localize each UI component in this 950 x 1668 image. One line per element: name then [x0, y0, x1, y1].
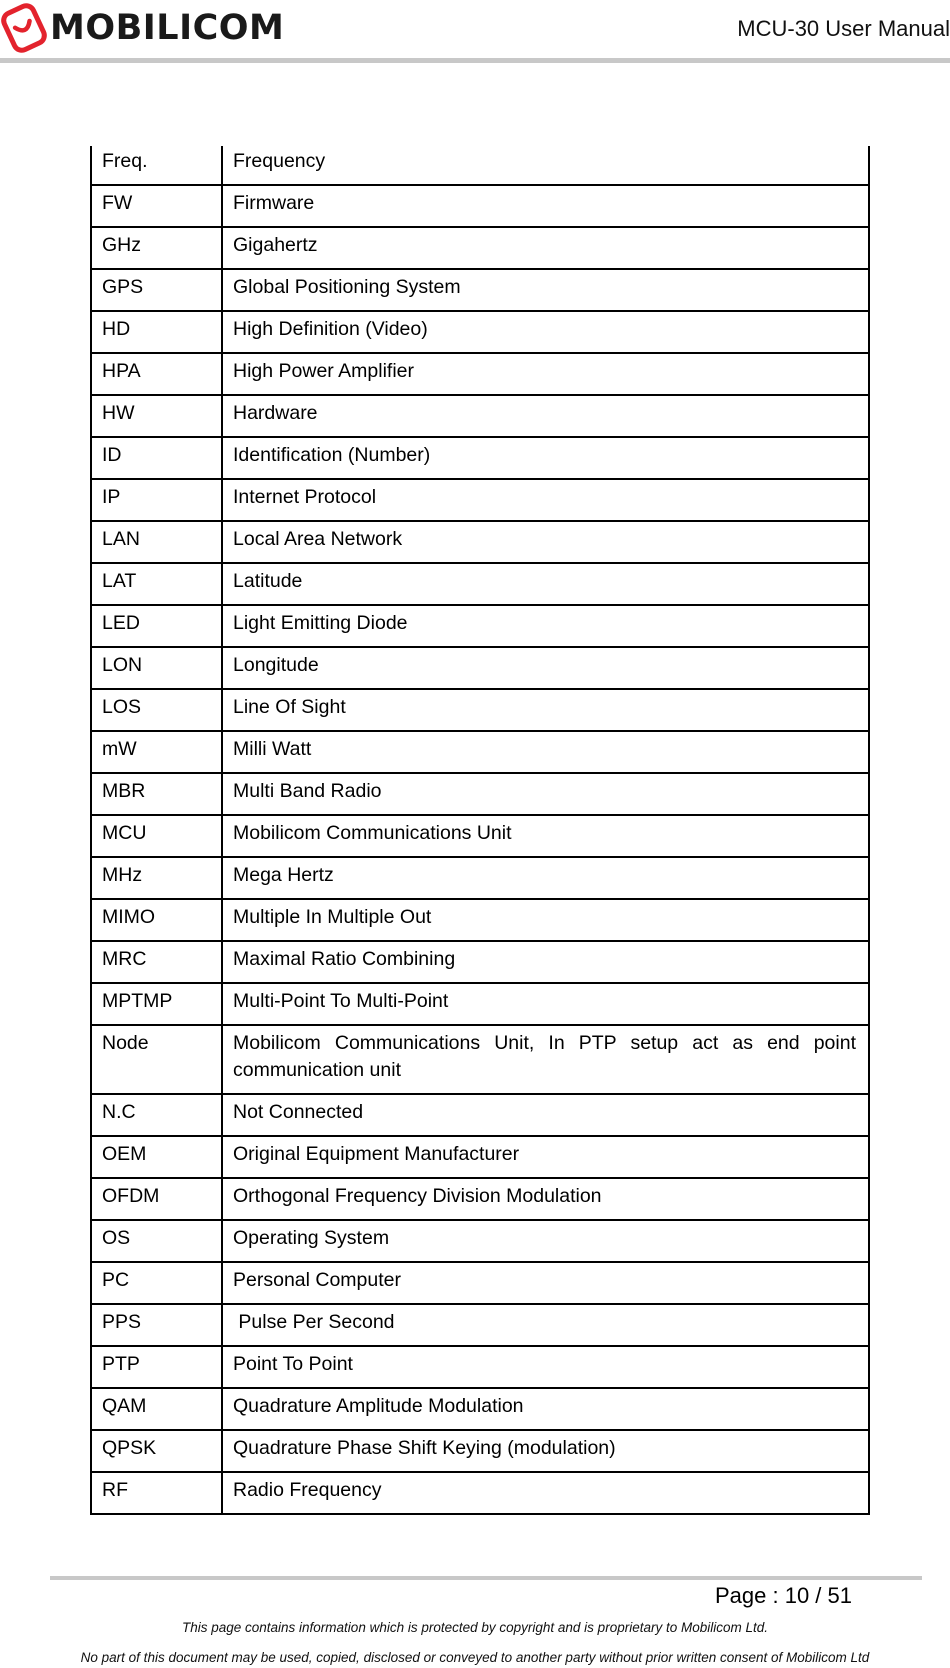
- definition-cell: Radio Frequency: [222, 1472, 869, 1514]
- table-row: [91, 1094, 869, 1136]
- table-row: [91, 1472, 869, 1514]
- table-row: [91, 983, 869, 1025]
- definition-cell: Quadrature Amplitude Modulation: [222, 1388, 869, 1430]
- definition-cell: Mobilicom Communications Unit, In PTP setup act as end point communication unit: [222, 1025, 869, 1094]
- table-row: [91, 857, 869, 899]
- mobilicom-logo: [0, 0, 290, 56]
- abbreviation-cell: QAM: [91, 1388, 222, 1430]
- table-row: [91, 395, 869, 437]
- header-divider: [0, 58, 950, 63]
- abbreviation-cell: MHz: [91, 857, 222, 899]
- abbreviation-cell: MRC: [91, 941, 222, 983]
- table-row: [91, 731, 869, 773]
- abbreviation-cell: LAN: [91, 521, 222, 563]
- abbreviation-cell: LAT: [91, 563, 222, 605]
- abbreviation-cell: GPS: [91, 269, 222, 311]
- table-row: [91, 146, 869, 185]
- definition-cell: High Power Amplifier: [222, 353, 869, 395]
- definition-cell: Operating System: [222, 1220, 869, 1262]
- definition-cell: Quadrature Phase Shift Keying (modulation): [222, 1430, 869, 1472]
- definition-cell: Internet Protocol: [222, 479, 869, 521]
- table-row: [91, 227, 869, 269]
- footer-divider: [50, 1576, 922, 1580]
- definition-cell: Gigahertz: [222, 227, 869, 269]
- abbreviations-table-body: [91, 146, 869, 1514]
- logo-text: MOBILICOM: [50, 8, 285, 48]
- definition-cell: Multi Band Radio: [222, 773, 869, 815]
- definition-cell: Light Emitting Diode: [222, 605, 869, 647]
- abbreviation-cell: RF: [91, 1472, 222, 1514]
- table-row: [91, 185, 869, 227]
- definition-cell: Latitude: [222, 563, 869, 605]
- abbreviation-cell: N.C: [91, 1094, 222, 1136]
- table-row: [91, 689, 869, 731]
- definition-cell: Hardware: [222, 395, 869, 437]
- table-row: [91, 1178, 869, 1220]
- abbreviation-cell: LON: [91, 647, 222, 689]
- abbreviation-cell: MCU: [91, 815, 222, 857]
- page-number: Page : 10 / 51: [715, 1583, 852, 1608]
- abbreviation-cell: mW: [91, 731, 222, 773]
- abbreviation-cell: PTP: [91, 1346, 222, 1388]
- definition-cell: Orthogonal Frequency Division Modulation: [222, 1178, 869, 1220]
- table-row: [91, 1262, 869, 1304]
- definition-cell: Not Connected: [222, 1094, 869, 1136]
- table-row: [91, 479, 869, 521]
- definition-cell: Pulse Per Second: [222, 1304, 869, 1346]
- table-row: [91, 941, 869, 983]
- abbreviation-cell: IP: [91, 479, 222, 521]
- table-row: [91, 521, 869, 563]
- definition-cell: Mobilicom Communications Unit: [222, 815, 869, 857]
- table-row: [91, 353, 869, 395]
- copyright-notice: This page contains information which is protected by copyright and is proprietary to Mobilicom Ltd.: [181, 1620, 769, 1635]
- abbreviation-cell: LOS: [91, 689, 222, 731]
- table-row: [91, 1136, 869, 1178]
- abbreviation-cell: Freq.: [91, 146, 222, 185]
- abbreviation-cell: MBR: [91, 773, 222, 815]
- definition-cell: Local Area Network: [222, 521, 869, 563]
- definition-cell: Maximal Ratio Combining: [222, 941, 869, 983]
- abbreviation-cell: HPA: [91, 353, 222, 395]
- abbreviation-cell: MIMO: [91, 899, 222, 941]
- table-row: [91, 815, 869, 857]
- definition-cell: Milli Watt: [222, 731, 869, 773]
- table-row: [91, 899, 869, 941]
- table-row: [91, 647, 869, 689]
- abbreviation-cell: FW: [91, 185, 222, 227]
- logo-mark-icon: [0, 0, 50, 58]
- table-row: [91, 437, 869, 479]
- definition-cell: Point To Point: [222, 1346, 869, 1388]
- definition-cell: Mega Hertz: [222, 857, 869, 899]
- definition-cell: Identification (Number): [222, 437, 869, 479]
- abbreviation-cell: QPSK: [91, 1430, 222, 1472]
- abbreviation-cell: Node: [91, 1025, 222, 1094]
- definition-cell: Line Of Sight: [222, 689, 869, 731]
- definition-cell: Multiple In Multiple Out: [222, 899, 869, 941]
- table-row: [91, 605, 869, 647]
- definition-cell: Multi-Point To Multi-Point: [222, 983, 869, 1025]
- table-row: [91, 773, 869, 815]
- table-row: [91, 269, 869, 311]
- abbreviations-table: [90, 146, 870, 1515]
- definition-cell: Longitude: [222, 647, 869, 689]
- table-row: [91, 311, 869, 353]
- abbreviation-cell: HD: [91, 311, 222, 353]
- table-row: [91, 1430, 869, 1472]
- abbreviation-cell: PPS: [91, 1304, 222, 1346]
- table-row: [91, 1346, 869, 1388]
- table-row: [91, 1025, 869, 1094]
- abbreviation-cell: OFDM: [91, 1178, 222, 1220]
- table-row: [91, 1220, 869, 1262]
- abbreviation-cell: OS: [91, 1220, 222, 1262]
- abbreviation-cell: GHz: [91, 227, 222, 269]
- definition-cell: Firmware: [222, 185, 869, 227]
- abbreviation-cell: PC: [91, 1262, 222, 1304]
- disclosure-notice: No part of this document may be used, copied, disclosed or conveyed to another party without prior written consent of Mobilicom Ltd: [80, 1650, 870, 1665]
- definition-cell: High Definition (Video): [222, 311, 869, 353]
- definition-cell: Frequency: [222, 146, 869, 185]
- page-header: [0, 0, 950, 62]
- abbreviation-cell: MPTMP: [91, 983, 222, 1025]
- definition-cell: Personal Computer: [222, 1262, 869, 1304]
- table-row: [91, 1304, 869, 1346]
- manual-title: MCU-30 User Manual: [737, 16, 950, 41]
- table-row: [91, 563, 869, 605]
- abbreviation-cell: OEM: [91, 1136, 222, 1178]
- table-row: [91, 1388, 869, 1430]
- abbreviation-cell: ID: [91, 437, 222, 479]
- abbreviation-cell: LED: [91, 605, 222, 647]
- definition-cell: Global Positioning System: [222, 269, 869, 311]
- abbreviation-cell: HW: [91, 395, 222, 437]
- definition-cell: Original Equipment Manufacturer: [222, 1136, 869, 1178]
